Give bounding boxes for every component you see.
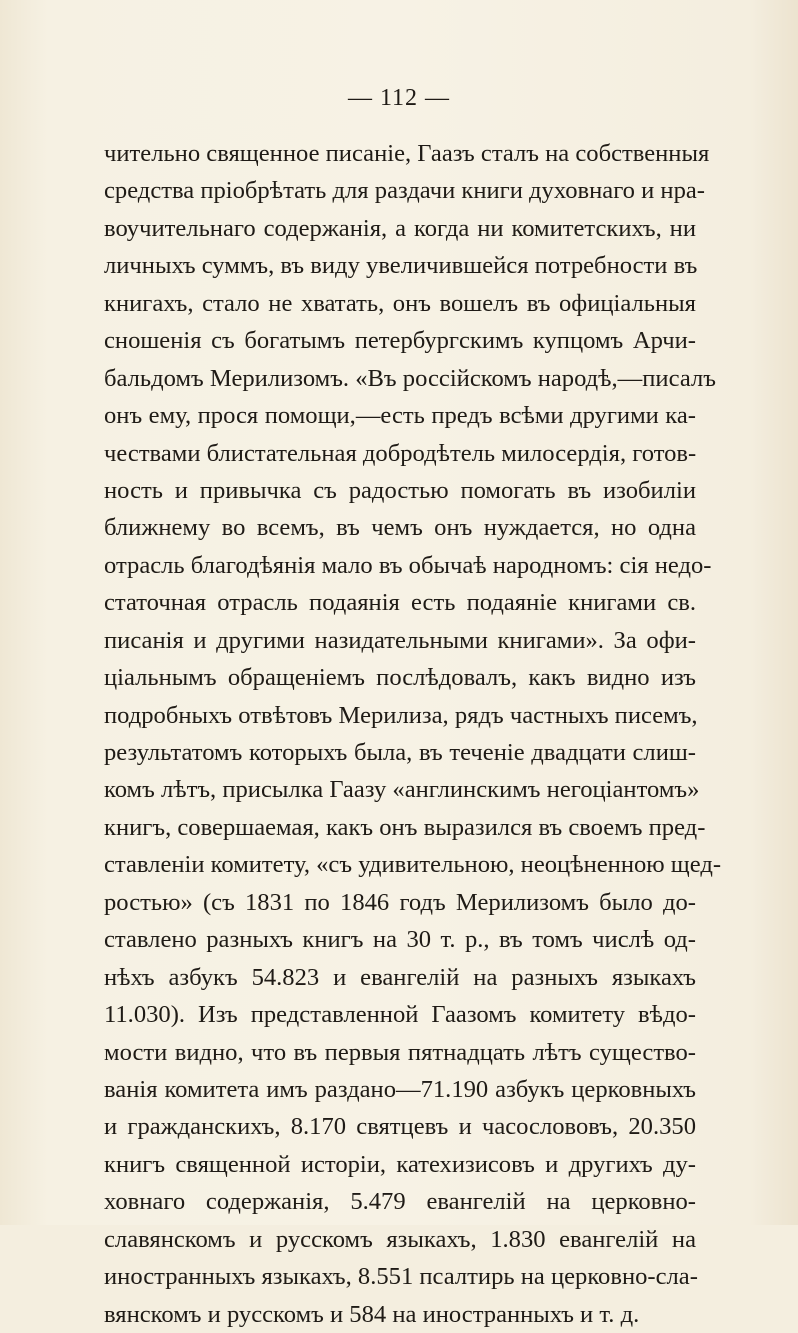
- text-line: ростью» (съ 1831 по 1846 годъ Мерилизомъ было до-: [104, 888, 696, 916]
- text-line: и гражданскихъ, 8.170 святцевъ и часослововъ, 20.350: [104, 1113, 696, 1141]
- text-line: вянскомъ и русскомъ и 584 на иностранныхъ и т. д.: [104, 1300, 640, 1328]
- text-line: славянскомъ и русскомъ языкахъ, 1.830 евангелій на: [104, 1225, 696, 1253]
- text-line: сношенія съ богатымъ петербургскимъ купцомъ Арчи-: [104, 327, 696, 355]
- text-line: онъ ему, прося помощи,—есть предъ всѣми другими ка-: [104, 402, 696, 430]
- text-line: средства пріобрѣтать для раздачи книги духовнаго и нра-: [104, 177, 705, 205]
- text-line: личныхъ суммъ, въ виду увеличившейся потребности въ: [104, 252, 698, 280]
- text-line: результатомъ которыхъ была, въ теченіе двадцати слиш-: [104, 739, 696, 766]
- text-line: ціальнымъ обращеніемъ послѣдовалъ, какъ видно изъ: [104, 664, 696, 692]
- text-line: статочная отрасль подаянія есть подаяніе книгами св.: [104, 589, 696, 617]
- text-line: нѣхъ азбукъ 54.823 и евангелій на разныхъ языкахъ: [104, 963, 696, 991]
- text-line: иностранныхъ языкахъ, 8.551 псалтирь на церковно-сла-: [104, 1263, 698, 1291]
- text-line: книгахъ, стало не хватать, онъ вошелъ въ офиціальныя: [104, 289, 696, 317]
- text-line: мости видно, что въ первыя пятнадцать лѣтъ существо-: [104, 1038, 696, 1066]
- text-line: бальдомъ Мерилизомъ. «Въ россійскомъ народѣ,—писалъ: [104, 364, 716, 392]
- text-line: писанія и другими назидательными книгами». За офи-: [104, 626, 696, 654]
- text-line: чительно священное писаніе, Гаазъ сталъ на собственныя: [104, 140, 710, 167]
- text-line: ванія комитета имъ раздано—71.190 азбукъ церковныхъ: [104, 1075, 696, 1103]
- text-line: ближнему во всемъ, въ чемъ онъ нуждается, но одна: [104, 514, 696, 542]
- text-line: ность и привычка съ радостью помогать въ изобиліи: [104, 476, 696, 504]
- text-line: книгъ, совершаемая, какъ онъ выразился въ своемъ пред-: [104, 813, 706, 841]
- text-line: отрасль благодѣянія мало въ обычаѣ народномъ: сія недо-: [104, 551, 712, 579]
- text-line: ставлено разныхъ книгъ на 30 т. р., въ томъ числѣ од-: [104, 926, 696, 954]
- text-line: 11.030). Изъ представленной Гаазомъ комитету вѣдо-: [104, 1001, 696, 1029]
- text-line: книгъ священной исторіи, катехизисовъ и другихъ ду-: [104, 1150, 696, 1178]
- page-number: — 112 —: [347, 85, 451, 111]
- body-text: [104, 135, 722, 1333]
- text-line: ховнаго содержанія, 5.479 евангелій на церковно-: [104, 1188, 696, 1216]
- text-line: воучительнаго содержанія, а когда ни комитетскихъ, ни: [104, 214, 696, 242]
- text-line: комъ лѣтъ, присылка Гаазу «англинскимъ негоціантомъ»: [104, 776, 700, 804]
- text-line: чествами блистательная добродѣтель милосердія, готов-: [104, 439, 697, 467]
- text-line: ставленіи комитету, «съ удивительною, неоцѣненною щед-: [104, 851, 722, 879]
- text-line: подробныхъ отвѣтовъ Мерилиза, рядъ частныхъ писемъ,: [104, 701, 698, 729]
